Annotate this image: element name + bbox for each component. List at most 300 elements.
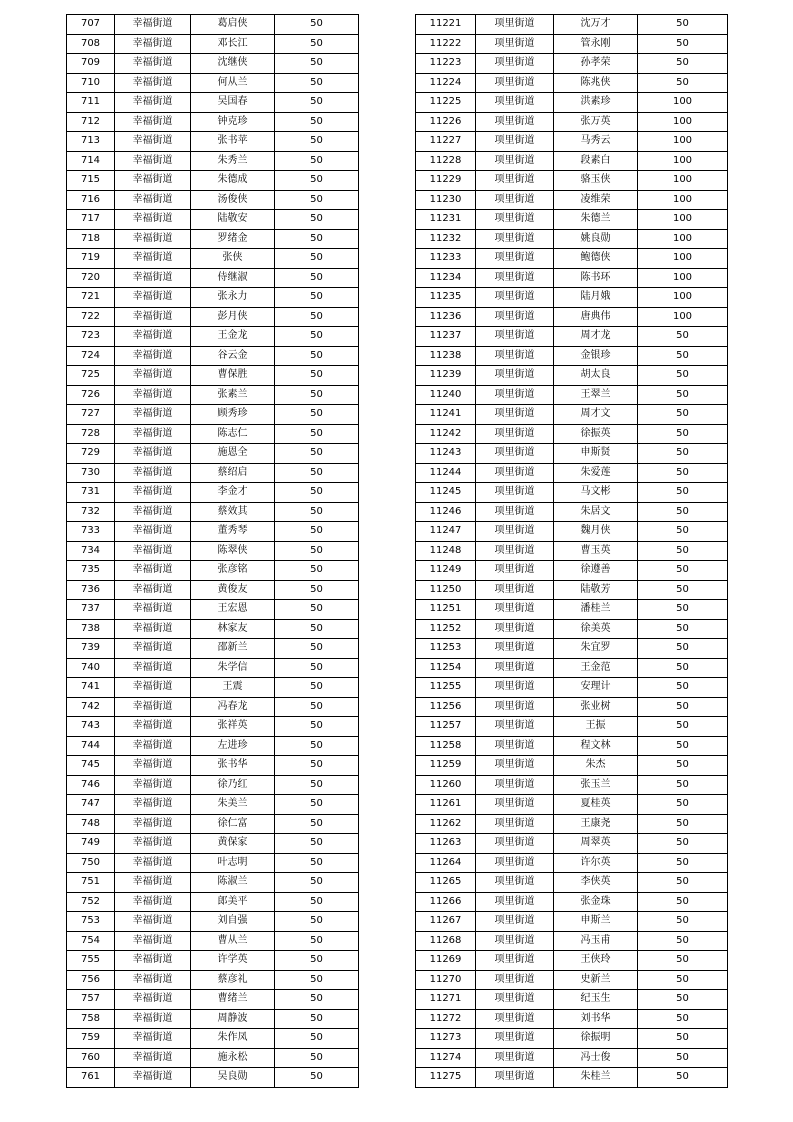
name-cell: 王翠兰 (554, 385, 638, 405)
name-cell: 洪素珍 (554, 93, 638, 113)
name-cell: 徐振明 (554, 1029, 638, 1049)
table-row (67, 424, 359, 444)
name-cell: 张素兰 (191, 385, 275, 405)
name-cell: 徐乃红 (191, 775, 275, 795)
id-cell: 11247 (416, 522, 476, 542)
amount-cell: 50 (275, 288, 359, 308)
name-cell: 陈翠侠 (191, 541, 275, 561)
amount-cell: 50 (638, 1009, 728, 1029)
name-cell: 周才文 (554, 405, 638, 425)
table-row (67, 756, 359, 776)
id-cell: 11258 (416, 736, 476, 756)
name-cell: 张侠 (191, 249, 275, 269)
id-cell: 11239 (416, 366, 476, 386)
id-cell: 752 (67, 892, 115, 912)
table-row (67, 132, 359, 152)
name-cell: 汤俊侠 (191, 190, 275, 210)
id-cell: 11250 (416, 580, 476, 600)
table-row (67, 385, 359, 405)
amount-cell: 50 (638, 15, 728, 35)
street-cell: 项里街道 (476, 1048, 554, 1068)
name-cell: 陈淑兰 (191, 873, 275, 893)
name-cell: 史新兰 (554, 970, 638, 990)
id-cell: 11241 (416, 405, 476, 425)
name-cell: 叶志明 (191, 853, 275, 873)
id-cell: 11223 (416, 54, 476, 74)
street-cell: 幸福街道 (115, 112, 191, 132)
table-row (67, 990, 359, 1010)
table-row (67, 463, 359, 483)
name-cell: 王振 (554, 717, 638, 737)
street-cell: 项里街道 (476, 502, 554, 522)
name-cell: 吴国春 (191, 93, 275, 113)
amount-cell: 50 (638, 834, 728, 854)
table-row (67, 249, 359, 269)
table-row (416, 249, 728, 269)
name-cell: 冯玉甫 (554, 931, 638, 951)
name-cell: 安理计 (554, 678, 638, 698)
id-cell: 746 (67, 775, 115, 795)
id-cell: 758 (67, 1009, 115, 1029)
table-row (416, 619, 728, 639)
id-cell: 11226 (416, 112, 476, 132)
table-row (67, 541, 359, 561)
name-cell: 张万英 (554, 112, 638, 132)
table-row (416, 288, 728, 308)
table-row (67, 1009, 359, 1029)
table-row (67, 151, 359, 171)
street-cell: 项里街道 (476, 483, 554, 503)
id-cell: 11266 (416, 892, 476, 912)
name-cell: 唐典伟 (554, 307, 638, 327)
name-cell: 曹从兰 (191, 931, 275, 951)
id-cell: 11243 (416, 444, 476, 464)
amount-cell: 50 (638, 678, 728, 698)
id-cell: 725 (67, 366, 115, 386)
table-row (416, 424, 728, 444)
id-cell: 11269 (416, 951, 476, 971)
name-cell: 冯士俊 (554, 1048, 638, 1068)
id-cell: 11245 (416, 483, 476, 503)
id-cell: 728 (67, 424, 115, 444)
street-cell: 幸福街道 (115, 190, 191, 210)
name-cell: 马文彬 (554, 483, 638, 503)
amount-cell: 50 (275, 15, 359, 35)
id-cell: 11256 (416, 697, 476, 717)
name-cell: 魏月侠 (554, 522, 638, 542)
name-cell: 徐振英 (554, 424, 638, 444)
amount-cell: 50 (275, 951, 359, 971)
id-cell: 11238 (416, 346, 476, 366)
street-cell: 幸福街道 (115, 814, 191, 834)
id-cell: 721 (67, 288, 115, 308)
amount-cell: 50 (638, 502, 728, 522)
street-cell: 项里街道 (476, 366, 554, 386)
amount-cell: 100 (638, 268, 728, 288)
amount-cell: 50 (275, 639, 359, 659)
street-cell: 幸福街道 (115, 151, 191, 171)
street-cell: 幸福街道 (115, 249, 191, 269)
name-cell: 施永松 (191, 1048, 275, 1068)
street-cell: 幸福街道 (115, 424, 191, 444)
name-cell: 朱作凤 (191, 1029, 275, 1049)
amount-cell: 50 (275, 853, 359, 873)
id-cell: 759 (67, 1029, 115, 1049)
name-cell: 张祥英 (191, 717, 275, 737)
table-row (67, 268, 359, 288)
id-cell: 11234 (416, 268, 476, 288)
street-cell: 幸福街道 (115, 795, 191, 815)
table-right (415, 14, 728, 1088)
table-row (416, 15, 728, 35)
id-cell: 11248 (416, 541, 476, 561)
table-row (416, 54, 728, 74)
table-row (416, 327, 728, 347)
id-cell: 11231 (416, 210, 476, 230)
amount-cell: 50 (275, 73, 359, 93)
name-cell: 彭月侠 (191, 307, 275, 327)
table-row (67, 229, 359, 249)
street-cell: 幸福街道 (115, 54, 191, 74)
table-row (416, 736, 728, 756)
id-cell: 11222 (416, 34, 476, 54)
amount-cell: 50 (638, 385, 728, 405)
table-row (67, 522, 359, 542)
id-cell: 738 (67, 619, 115, 639)
street-cell: 项里街道 (476, 678, 554, 698)
table-row (67, 1068, 359, 1088)
table-row (67, 190, 359, 210)
amount-cell: 50 (638, 522, 728, 542)
table-row (67, 795, 359, 815)
table-row (416, 892, 728, 912)
name-cell: 凌维荣 (554, 190, 638, 210)
id-cell: 754 (67, 931, 115, 951)
id-cell: 11273 (416, 1029, 476, 1049)
table-row (67, 697, 359, 717)
name-cell: 李金才 (191, 483, 275, 503)
id-cell: 723 (67, 327, 115, 347)
table-row (67, 931, 359, 951)
id-cell: 11236 (416, 307, 476, 327)
id-cell: 11254 (416, 658, 476, 678)
id-cell: 733 (67, 522, 115, 542)
street-cell: 幸福街道 (115, 288, 191, 308)
id-cell: 11265 (416, 873, 476, 893)
street-cell: 项里街道 (476, 288, 554, 308)
amount-cell: 50 (638, 658, 728, 678)
amount-cell: 50 (275, 405, 359, 425)
street-cell: 项里街道 (476, 541, 554, 561)
id-cell: 742 (67, 697, 115, 717)
table-row (67, 1029, 359, 1049)
street-cell: 项里街道 (476, 756, 554, 776)
amount-cell: 50 (638, 931, 728, 951)
street-cell: 项里街道 (476, 561, 554, 581)
street-cell: 幸福街道 (115, 931, 191, 951)
name-cell: 朱德成 (191, 171, 275, 191)
table-row (67, 73, 359, 93)
id-cell: 730 (67, 463, 115, 483)
amount-cell: 100 (638, 171, 728, 191)
table-row (67, 658, 359, 678)
id-cell: 722 (67, 307, 115, 327)
name-cell: 谷云金 (191, 346, 275, 366)
name-cell: 王金龙 (191, 327, 275, 347)
id-cell: 756 (67, 970, 115, 990)
name-cell: 陈兆侠 (554, 73, 638, 93)
table-row (416, 853, 728, 873)
amount-cell: 50 (638, 366, 728, 386)
id-cell: 741 (67, 678, 115, 698)
table-row (416, 697, 728, 717)
table-row (67, 502, 359, 522)
amount-cell: 50 (275, 54, 359, 74)
id-cell: 11249 (416, 561, 476, 581)
street-cell: 幸福街道 (115, 1029, 191, 1049)
table-row (416, 873, 728, 893)
name-cell: 徐美英 (554, 619, 638, 639)
street-cell: 项里街道 (476, 970, 554, 990)
name-cell: 张金珠 (554, 892, 638, 912)
street-cell: 幸福街道 (115, 327, 191, 347)
amount-cell: 50 (275, 970, 359, 990)
id-cell: 716 (67, 190, 115, 210)
name-cell: 葛启侠 (191, 15, 275, 35)
street-cell: 幸福街道 (115, 600, 191, 620)
table-row (416, 522, 728, 542)
street-cell: 项里街道 (476, 600, 554, 620)
name-cell: 潘桂兰 (554, 600, 638, 620)
street-cell: 幸福街道 (115, 658, 191, 678)
id-cell: 761 (67, 1068, 115, 1088)
id-cell: 11246 (416, 502, 476, 522)
amount-cell: 50 (275, 561, 359, 581)
id-cell: 715 (67, 171, 115, 191)
table-row (67, 639, 359, 659)
amount-cell: 100 (638, 93, 728, 113)
table-row (416, 951, 728, 971)
amount-cell: 50 (275, 814, 359, 834)
table-row (67, 171, 359, 191)
street-cell: 项里街道 (476, 775, 554, 795)
name-cell: 沈万才 (554, 15, 638, 35)
table-row (416, 678, 728, 698)
id-cell: 11259 (416, 756, 476, 776)
name-cell: 董秀琴 (191, 522, 275, 542)
amount-cell: 50 (638, 892, 728, 912)
amount-cell: 50 (275, 736, 359, 756)
street-cell: 幸福街道 (115, 132, 191, 152)
table-row (416, 366, 728, 386)
name-cell: 王宏恩 (191, 600, 275, 620)
table-row (67, 580, 359, 600)
amount-cell: 50 (275, 678, 359, 698)
amount-cell: 50 (638, 405, 728, 425)
street-cell: 幸福街道 (115, 990, 191, 1010)
id-cell: 744 (67, 736, 115, 756)
table-row (416, 717, 728, 737)
name-cell: 施恩全 (191, 444, 275, 464)
street-cell: 幸福街道 (115, 502, 191, 522)
name-cell: 刘自强 (191, 912, 275, 932)
street-cell: 项里街道 (476, 795, 554, 815)
street-cell: 幸福街道 (115, 171, 191, 191)
amount-cell: 50 (275, 892, 359, 912)
name-cell: 姚良勋 (554, 229, 638, 249)
id-cell: 11272 (416, 1009, 476, 1029)
street-cell: 项里街道 (476, 229, 554, 249)
amount-cell: 50 (275, 366, 359, 386)
id-cell: 11230 (416, 190, 476, 210)
amount-cell: 50 (638, 697, 728, 717)
id-cell: 737 (67, 600, 115, 620)
amount-cell: 50 (638, 736, 728, 756)
amount-cell: 50 (638, 541, 728, 561)
street-cell: 项里街道 (476, 931, 554, 951)
street-cell: 幸福街道 (115, 541, 191, 561)
street-cell: 项里街道 (476, 171, 554, 191)
name-cell: 许学英 (191, 951, 275, 971)
id-cell: 724 (67, 346, 115, 366)
name-cell: 徐遵善 (554, 561, 638, 581)
name-cell: 邓长江 (191, 34, 275, 54)
street-cell: 幸福街道 (115, 678, 191, 698)
id-cell: 11270 (416, 970, 476, 990)
id-cell: 712 (67, 112, 115, 132)
table-row (416, 756, 728, 776)
amount-cell: 50 (638, 951, 728, 971)
name-cell: 纪玉生 (554, 990, 638, 1010)
street-cell: 幸福街道 (115, 1068, 191, 1088)
id-cell: 11271 (416, 990, 476, 1010)
id-cell: 708 (67, 34, 115, 54)
name-cell: 吴良勋 (191, 1068, 275, 1088)
name-cell: 冯春龙 (191, 697, 275, 717)
street-cell: 项里街道 (476, 1068, 554, 1088)
street-cell: 项里街道 (476, 853, 554, 873)
table-row (67, 112, 359, 132)
id-cell: 757 (67, 990, 115, 1010)
table-row (416, 483, 728, 503)
street-cell: 项里街道 (476, 73, 554, 93)
amount-cell: 100 (638, 288, 728, 308)
street-cell: 幸福街道 (115, 229, 191, 249)
name-cell: 钟克珍 (191, 112, 275, 132)
id-cell: 11229 (416, 171, 476, 191)
street-cell: 幸福街道 (115, 93, 191, 113)
street-cell: 项里街道 (476, 132, 554, 152)
amount-cell: 50 (638, 912, 728, 932)
name-cell: 郎美平 (191, 892, 275, 912)
street-cell: 幸福街道 (115, 405, 191, 425)
amount-cell: 50 (275, 795, 359, 815)
street-cell: 项里街道 (476, 580, 554, 600)
amount-cell: 50 (638, 54, 728, 74)
amount-cell: 50 (275, 444, 359, 464)
table-row (67, 34, 359, 54)
street-cell: 幸福街道 (115, 970, 191, 990)
table-row (67, 307, 359, 327)
name-cell: 林家友 (191, 619, 275, 639)
street-cell: 项里街道 (476, 268, 554, 288)
name-cell: 周才龙 (554, 327, 638, 347)
table-row (416, 346, 728, 366)
id-cell: 11240 (416, 385, 476, 405)
street-cell: 幸福街道 (115, 1048, 191, 1068)
street-cell: 项里街道 (476, 112, 554, 132)
street-cell: 项里街道 (476, 405, 554, 425)
name-cell: 朱美兰 (191, 795, 275, 815)
amount-cell: 50 (638, 639, 728, 659)
amount-cell: 100 (638, 229, 728, 249)
id-cell: 11264 (416, 853, 476, 873)
id-cell: 710 (67, 73, 115, 93)
name-cell: 申斯兰 (554, 912, 638, 932)
street-cell: 项里街道 (476, 873, 554, 893)
id-cell: 760 (67, 1048, 115, 1068)
id-cell: 11262 (416, 814, 476, 834)
street-cell: 幸福街道 (115, 444, 191, 464)
amount-cell: 50 (638, 1068, 728, 1088)
id-cell: 11275 (416, 1068, 476, 1088)
street-cell: 项里街道 (476, 346, 554, 366)
street-cell: 幸福街道 (115, 912, 191, 932)
id-cell: 755 (67, 951, 115, 971)
table-row (67, 834, 359, 854)
name-cell: 朱杰 (554, 756, 638, 776)
table-row (416, 171, 728, 191)
amount-cell: 50 (275, 1009, 359, 1029)
name-cell: 王震 (191, 678, 275, 698)
street-cell: 项里街道 (476, 327, 554, 347)
id-cell: 719 (67, 249, 115, 269)
id-cell: 739 (67, 639, 115, 659)
name-cell: 胡太良 (554, 366, 638, 386)
id-cell: 11228 (416, 151, 476, 171)
amount-cell: 50 (275, 931, 359, 951)
street-cell: 幸福街道 (115, 697, 191, 717)
amount-cell: 50 (275, 171, 359, 191)
id-cell: 713 (67, 132, 115, 152)
table-row (416, 112, 728, 132)
id-cell: 11232 (416, 229, 476, 249)
id-cell: 11242 (416, 424, 476, 444)
id-cell: 727 (67, 405, 115, 425)
amount-cell: 100 (638, 112, 728, 132)
amount-cell: 50 (638, 483, 728, 503)
amount-cell: 50 (275, 385, 359, 405)
id-cell: 718 (67, 229, 115, 249)
name-cell: 朱宜罗 (554, 639, 638, 659)
street-cell: 项里街道 (476, 1029, 554, 1049)
table-row (416, 444, 728, 464)
id-cell: 735 (67, 561, 115, 581)
street-cell: 项里街道 (476, 15, 554, 35)
street-cell: 幸福街道 (115, 210, 191, 230)
name-cell: 王康尧 (554, 814, 638, 834)
name-cell: 张彦铭 (191, 561, 275, 581)
amount-cell: 100 (638, 249, 728, 269)
amount-cell: 50 (275, 502, 359, 522)
table-row (416, 970, 728, 990)
table-row (67, 853, 359, 873)
street-cell: 幸福街道 (115, 639, 191, 659)
table-row (416, 34, 728, 54)
id-cell: 11274 (416, 1048, 476, 1068)
street-cell: 幸福街道 (115, 580, 191, 600)
table-row (67, 912, 359, 932)
